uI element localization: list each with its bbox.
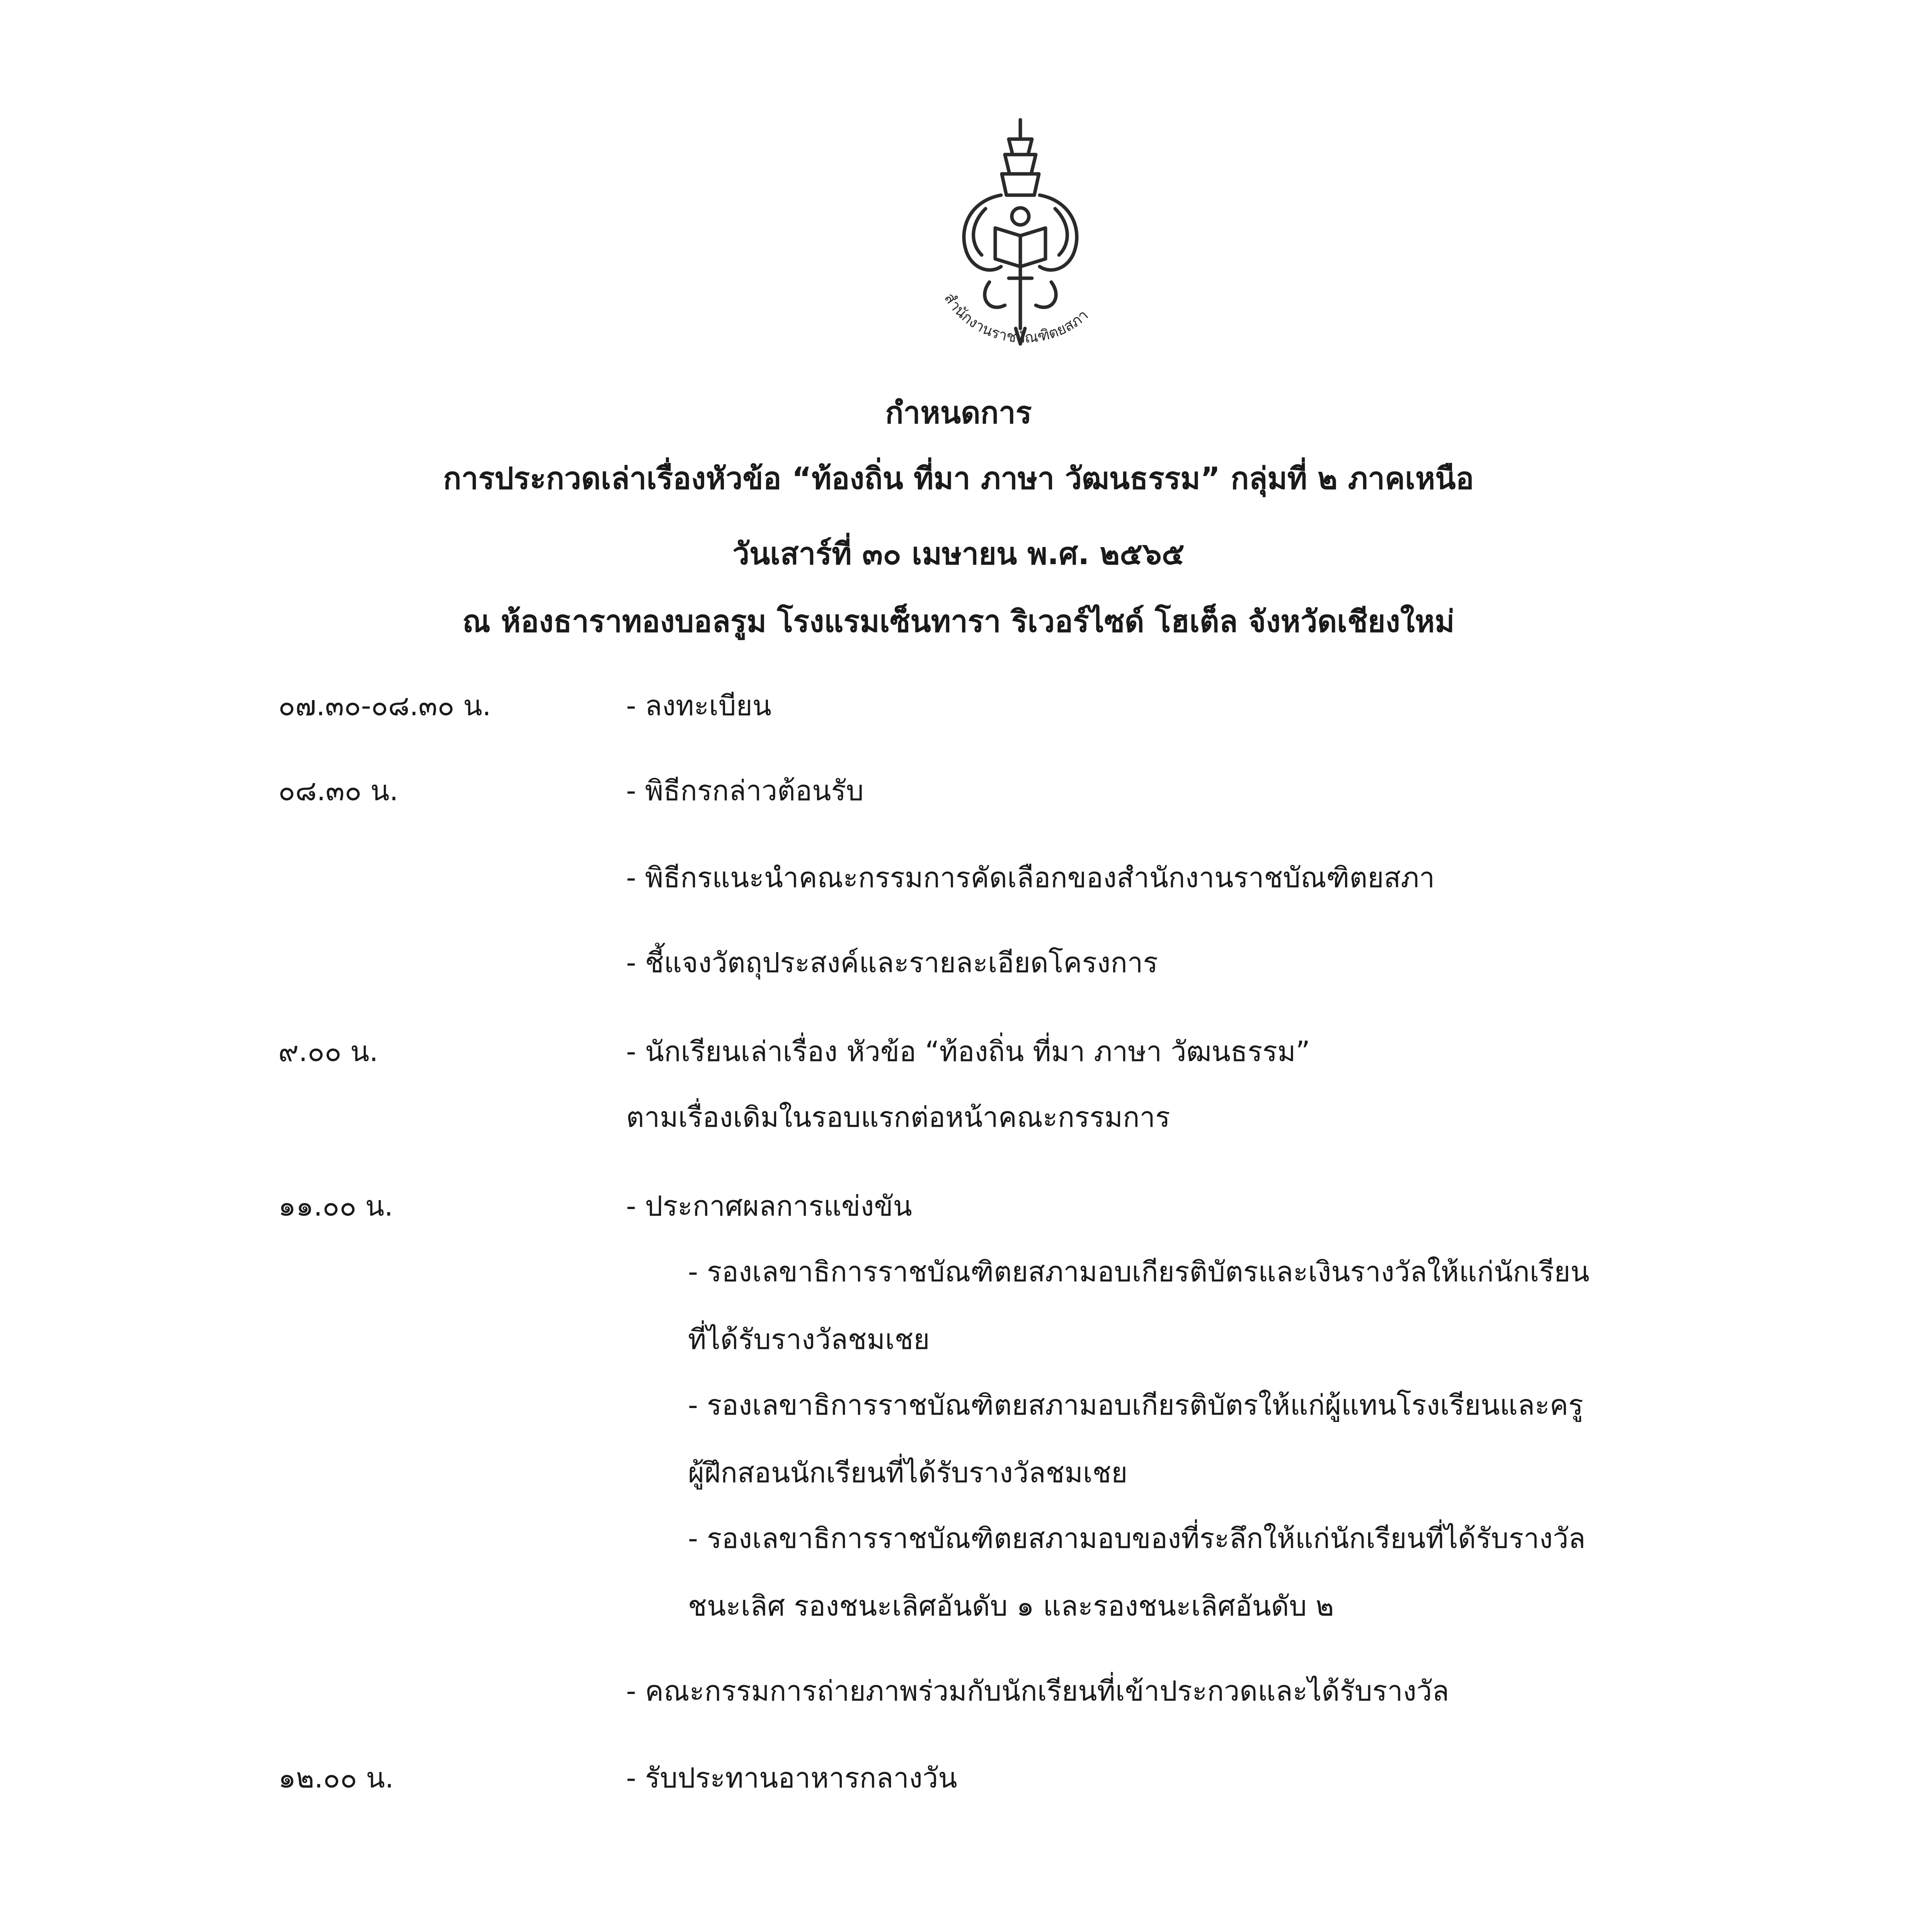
schedule-subitem-1: - รองเลขาธิการราชบัณฑิตยสภามอบเกียรติบัตรและเงินรางวัลให้แก่นักเรียน — [688, 1255, 1590, 1288]
schedule-time-1: ๐๗.๓๐-๐๘.๓๐ น. — [278, 689, 491, 722]
event-name: การประกวดเล่าเรื่องหัวข้อ “ท้องถิ่น ที่มา ภาษา วัฒนธรรม” กลุ่มที่ ๒ ภาคเหนือ — [443, 461, 1474, 496]
schedule-item-lunch: - รับประทานอาหารกลางวัน — [626, 1762, 957, 1794]
schedule-subitem-2-cont: ผู้ฝึกสอนนักเรียนที่ได้รับรางวัลชมเชย — [688, 1456, 1128, 1489]
schedule-subitem-2: - รองเลขาธิการราชบัณฑิตยสภามอบเกียรติบัตรให้แก่ผู้แทนโรงเรียนและครู — [688, 1389, 1583, 1421]
schedule-item-storytelling: - นักเรียนเล่าเรื่อง หัวข้อ “ท้องถิ่น ที่มา ภาษา วัฒนธรรม” — [626, 1035, 1310, 1068]
schedule-item-objectives: - ชี้แจงวัตถุประสงค์และรายละเอียดโครงการ — [626, 946, 1158, 979]
schedule-time-2: ๐๘.๓๐ น. — [278, 774, 398, 807]
schedule-item-storytelling-cont: ตามเรื่องเดิมในรอบแรกต่อหน้าคณะกรรมการ — [626, 1101, 1170, 1133]
royal-society-emblem-icon — [912, 112, 1129, 375]
schedule-item-introduce-committee: - พิธีกรแนะนำคณะกรรมการคัดเลือกของสำนักงานราชบัณฑิตยสภา — [626, 861, 1435, 894]
schedule-item-announce-results: - ประกาศผลการแข่งขัน — [626, 1190, 912, 1222]
schedule-subitem-3-cont: ชนะเลิศ รองชนะเลิศอันดับ ๑ และรองชนะเลิศอันดับ ๒ — [688, 1590, 1334, 1622]
event-venue: ณ ห้องธาราทองบอลรูม โรงแรมเซ็นทารา ริเวอร์ไซด์ โฮเต็ล จังหวัดเชียงใหม่ — [462, 604, 1455, 639]
schedule-item-registration: - ลงทะเบียน — [626, 689, 771, 722]
schedule-item-group-photo: - คณะกรรมการถ่ายภาพร่วมกับนักเรียนที่เข้าประกวดและได้รับรางวัล — [626, 1675, 1449, 1707]
schedule-time-4: ๑๑.๐๐ น. — [278, 1190, 393, 1222]
emblem-label: สำนักงานราชบัณฑิตยสภา — [941, 290, 1092, 346]
event-date: วันเสาร์ที่ ๓๐ เมษายน พ.ศ. ๒๕๖๕ — [732, 537, 1185, 571]
schedule-subitem-1-cont: ที่ได้รับรางวัลชมเชย — [688, 1323, 930, 1355]
schedule-time-5: ๑๒.๐๐ น. — [278, 1762, 394, 1794]
schedule-subitem-3: - รองเลขาธิการราชบัณฑิตยสภามอบของที่ระลึกให้แก่นักเรียนที่ได้รับรางวัล — [688, 1522, 1586, 1554]
schedule-time-3: ๙.๐๐ น. — [278, 1035, 378, 1068]
document-title: กำหนดการ — [885, 396, 1032, 430]
schedule-item-welcome: - พิธีกรกล่าวต้อนรับ — [626, 774, 864, 807]
